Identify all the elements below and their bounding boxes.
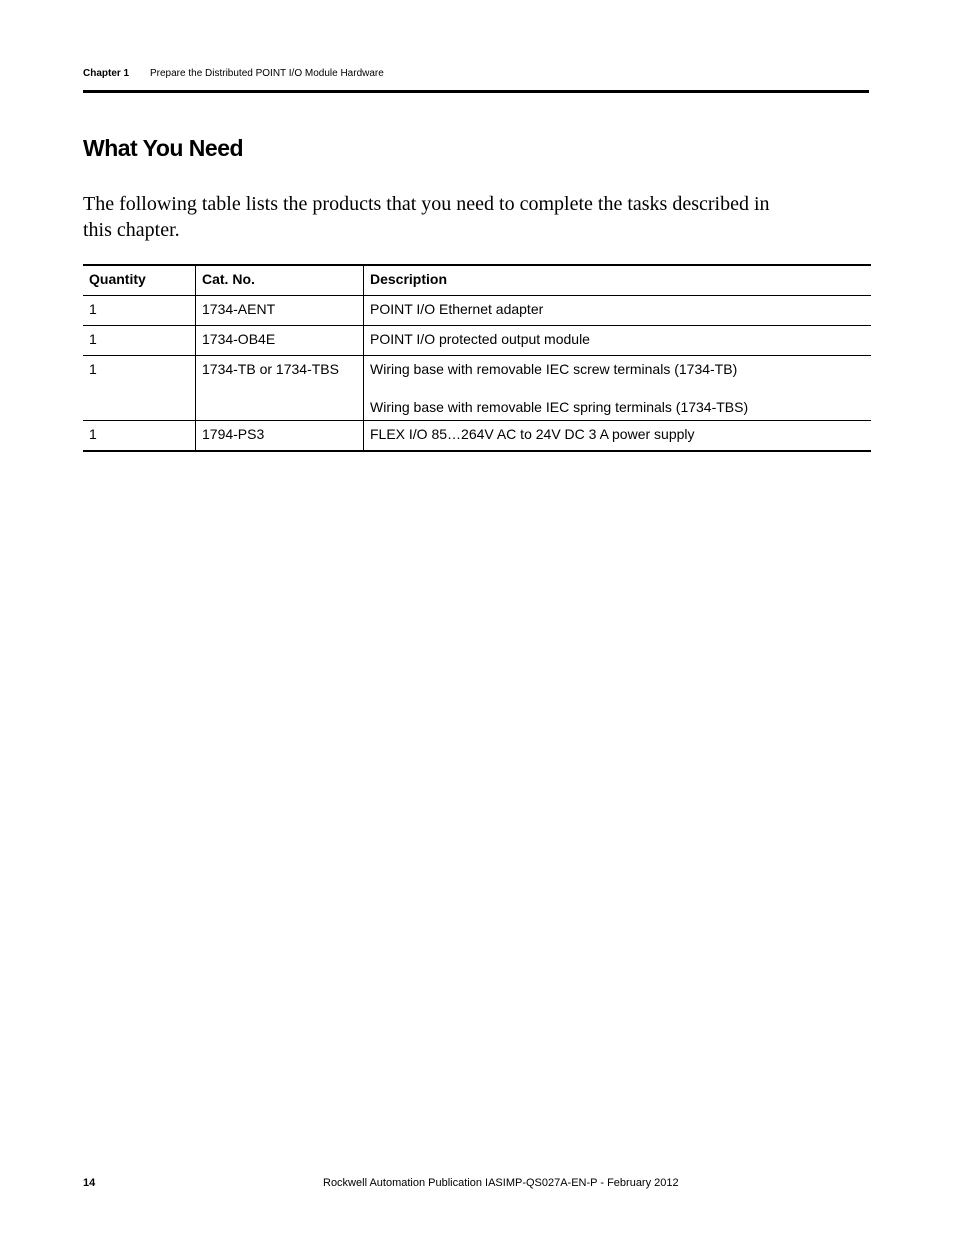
description-cell: [364, 326, 872, 356]
page-header: [83, 66, 869, 93]
section-title: What You Need: [83, 135, 244, 161]
description-cell: [364, 421, 872, 452]
table-row: [83, 421, 871, 452]
quantity-cell: 1: [83, 326, 196, 356]
column-header-quantity: Quantity: [83, 265, 196, 296]
description-text-secondary: Wiring base with removable IEC spring terminals (1734-TBS): [370, 399, 749, 415]
description-text: Wiring base with removable IEC screw terminals (1734-TB): [370, 361, 738, 377]
description-text: POINT I/O Ethernet adapter: [370, 301, 544, 317]
cat-no-cell: 1794-PS3: [196, 421, 364, 452]
publication-info: Rockwell Automation Publication IASIMP-QS027A-EN-P - February 2012: [323, 1177, 679, 1189]
description-text: FLEX I/O 85…264V AC to 24V DC 3 A power supply: [370, 426, 695, 442]
quantity-cell: 1: [83, 296, 196, 326]
table-row: [83, 356, 871, 421]
table-row: [83, 326, 871, 356]
table-row: [83, 296, 871, 326]
cat-no-cell: 1734-TB or 1734-TBS: [196, 356, 364, 421]
chapter-title: Prepare the Distributed POINT I/O Module Hardware: [150, 68, 384, 79]
column-header-cat-no: Cat. No.: [196, 265, 364, 296]
quantity-cell: 1: [83, 421, 196, 452]
page-number: 14: [83, 1177, 96, 1189]
description-cell: [364, 356, 872, 421]
quantity-cell: 1: [83, 356, 196, 421]
cat-no-cell: 1734-AENT: [196, 296, 364, 326]
description-text: POINT I/O protected output module: [370, 331, 590, 347]
cat-no-cell: 1734-OB4E: [196, 326, 364, 356]
description-cell: [364, 296, 872, 326]
intro-paragraph: The following table lists the products that you need to complete the tasks described in this chapter.: [83, 193, 770, 241]
column-header-description: Description: [364, 265, 872, 296]
table-header-row: [83, 265, 871, 296]
products-table: [83, 264, 871, 452]
chapter-label: Chapter 1: [83, 68, 130, 79]
